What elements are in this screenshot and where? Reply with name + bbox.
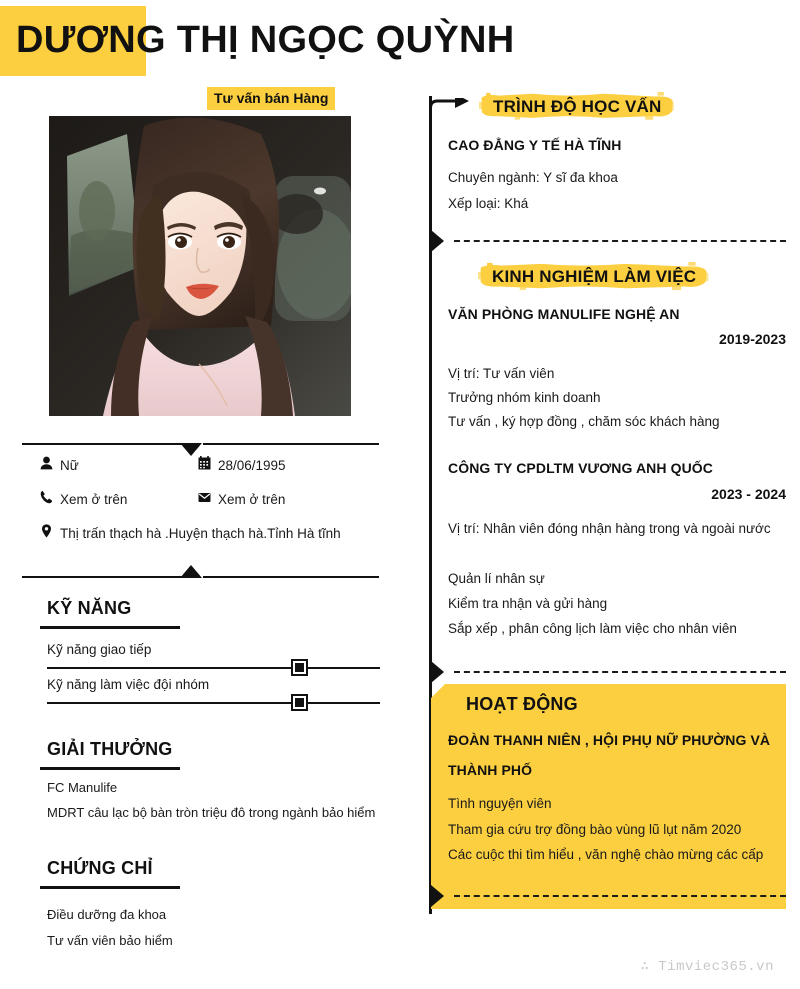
site-watermark: ∴ Timviec365.vn [640, 959, 774, 975]
contact-phone-value: Xem ở trên [60, 492, 128, 507]
section-divider-dashed [454, 671, 786, 673]
contact-divider-top-right [203, 443, 379, 445]
activities-org: ĐOÀN THANH NIÊN , HỘI PHỤ NỮ PHƯỜNG VÀ THÀNH PHỐ [448, 732, 771, 778]
skill-label: Kỹ năng giao tiếp [47, 642, 152, 657]
job-duty: Sắp xếp , phân công lịch làm việc cho nhân viên [448, 621, 737, 636]
skill-slider-knob[interactable] [293, 696, 306, 709]
contact-row [40, 523, 385, 544]
job-company: CÔNG TY CPDLTM VƯƠNG ANH QUỐC [448, 460, 713, 476]
job-title-badge: Tư vấn bán Hàng [207, 87, 335, 110]
contact-address [40, 523, 380, 544]
calendar-icon [198, 455, 218, 470]
job-duty: Vị trí: Nhân viên đóng nhận hàng trong và ngoài nước [448, 521, 771, 536]
divider-triangle-up [180, 565, 202, 578]
person-icon [40, 455, 60, 470]
job-duty: Quản lí nhân sự [448, 571, 545, 586]
timeline-arrow [431, 230, 444, 252]
job-duty: Vị trí: Tư vấn viên [448, 366, 555, 381]
phone-icon [40, 489, 60, 504]
education-school: CAO ĐẲNG Y TẾ HÀ TĨNH [448, 137, 622, 153]
certificates-heading-rule [40, 886, 180, 889]
contact-divider-top-left [22, 443, 182, 445]
job-duty: Kiểm tra nhận và gửi hàng [448, 596, 608, 611]
job-duty: Tư vấn , ký hợp đồng , chăm sóc khách hàng [448, 414, 720, 429]
activity-item: Các cuộc thi tìm hiểu , văn nghệ chào mừng các cấp [448, 847, 764, 862]
candidate-photo [49, 116, 351, 416]
award-item: MDRT câu lạc bộ bàn tròn triệu đô trong ngành bảo hiểm [47, 805, 376, 820]
contact-gender-value: Nữ [60, 458, 79, 473]
section-divider-dashed [454, 240, 786, 242]
contact-phone [40, 489, 198, 510]
certificates-heading: CHỨNG CHỈ [47, 858, 153, 878]
job-period: 2019-2023 [719, 331, 786, 347]
skill-label: Kỹ năng làm việc đội nhóm [47, 677, 210, 692]
activity-item: Tham gia cứu trợ đồng bào vùng lũ lụt năm 2020 [448, 822, 742, 837]
contact-row [40, 455, 385, 476]
certificate-item: Tư vấn viên bảo hiểm [47, 933, 173, 948]
skills-heading-rule [40, 626, 180, 629]
contact-divider-bottom-left [22, 576, 182, 578]
contact-email [198, 489, 356, 510]
skill-slider-knob[interactable] [293, 661, 306, 674]
page-title: DƯƠNG THỊ NGỌC QUỲNH [16, 19, 515, 61]
education-grade: Xếp loại: Khá [448, 196, 529, 211]
envelope-icon [198, 489, 218, 504]
timeline-elbow-arrow [429, 98, 479, 125]
skill-slider-track[interactable] [47, 702, 380, 704]
activities-heading: HOẠT ĐỘNG [466, 694, 578, 714]
contact-divider-bottom-right [203, 576, 379, 578]
skill-item [47, 641, 380, 669]
award-item: FC Manulife [47, 780, 118, 795]
awards-heading: GIẢI THƯỞNG [47, 739, 173, 759]
contact-gender [40, 455, 198, 476]
education-major: Chuyên ngành: Y sĩ đa khoa [448, 170, 618, 185]
contact-email-value: Xem ở trên [218, 492, 286, 507]
section-divider-dashed [454, 895, 786, 897]
education-heading [479, 92, 675, 123]
contact-birthday [198, 455, 356, 476]
job-company: VĂN PHÒNG MANULIFE NGHỆ AN [448, 306, 680, 322]
skills-heading: KỸ NĂNG [47, 598, 132, 618]
skill-item [47, 676, 380, 704]
job-period: 2023 - 2024 [711, 486, 786, 502]
contact-info-group [40, 455, 385, 557]
contact-row [40, 489, 385, 510]
location-pin-icon [40, 523, 60, 538]
timeline-arrow [431, 885, 444, 907]
portrait-illustration [49, 116, 351, 416]
contact-birthday-value: 28/06/1995 [218, 458, 286, 473]
contact-address-value: Thị trấn thạch hà .Huyện thạch hà.Tỉnh Hà tĩnh [60, 526, 341, 541]
skill-slider-track[interactable] [47, 667, 380, 669]
activity-item: Tình nguyện viên [448, 796, 552, 811]
timeline-arrow [431, 661, 444, 683]
education-heading-text: TRÌNH ĐỘ HỌC VẤN [493, 97, 662, 116]
certificate-item: Điều dưỡng đa khoa [47, 907, 167, 922]
awards-heading-rule [40, 767, 180, 770]
experience-heading [478, 262, 710, 293]
job-duty: Trưởng nhóm kinh doanh [448, 390, 601, 405]
experience-heading-text: KINH NGHIỆM LÀM VIỆC [492, 267, 697, 286]
